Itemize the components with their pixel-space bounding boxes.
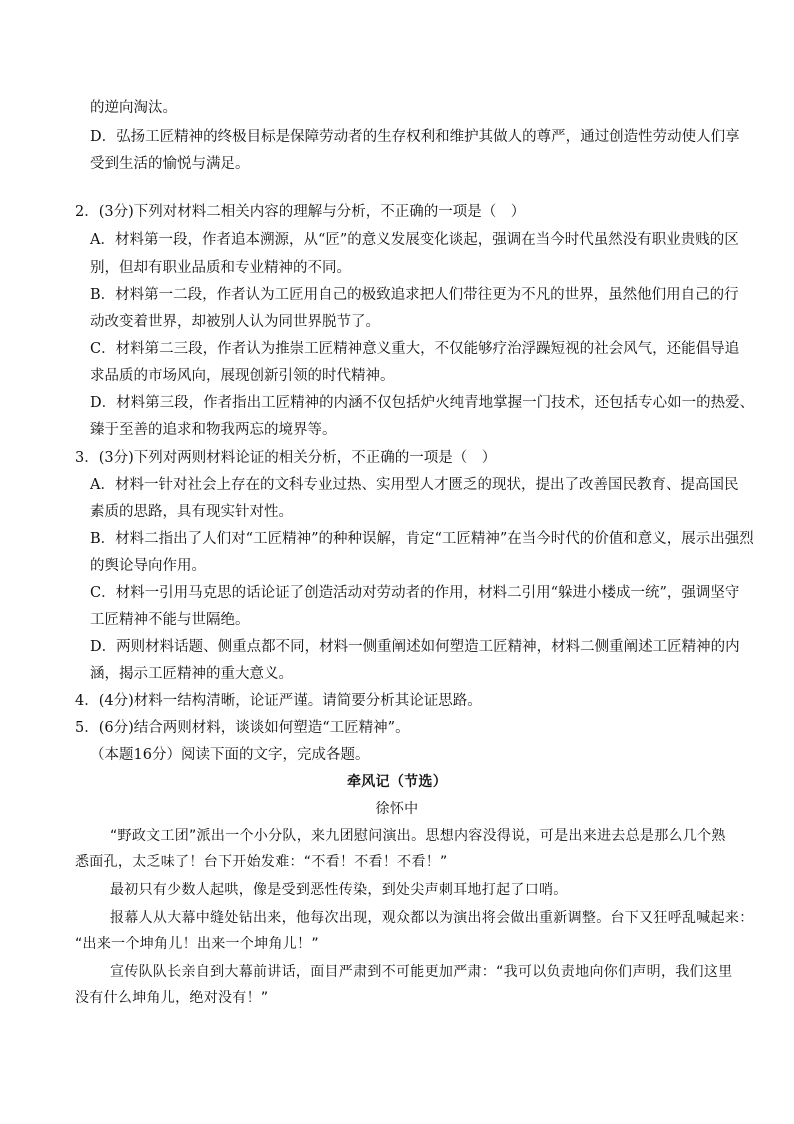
story-paragraph-3-line1: 报幕人从大幕中缝处钻出来，他每次出现，观众都以为演出将会做出重新调整。台下又狂呼乱喊起来： <box>110 910 754 926</box>
story-paragraph-1-line2: 悉面孔，太乏味了！台下开始发难：“不看！不看！不看！” <box>75 854 448 870</box>
q3-option-a-line1: A．材料一针对社会上存在的文科专业过热、实用型人才匮乏的现状，提出了改善国民教育、提高国民 <box>90 477 739 493</box>
q2-option-a-line1: A．材料第一段，作者追本溯源，从“匠”的意义发展变化谈起，强调在当今时代虽然没有职业贵贱的区 <box>90 232 739 248</box>
q3-option-d-line2: 涵，揭示工匠精神的重大意义。 <box>90 666 293 682</box>
q3-option-d-line1: D．两则材料话题、侧重点都不同，材料一侧重阐述如何塑造工匠精神，材料二侧重阐述工匠精神的内 <box>90 639 740 655</box>
q3-option-c-line2: 工匠精神不能与世隔绝。 <box>90 612 250 628</box>
q3-option-a-line2: 素质的思路，具有现实针对性。 <box>90 504 293 520</box>
story-author: 徐怀中 <box>375 801 419 817</box>
q2-option-c-line2: 求品质的市场风向，展现创新引领的时代精神。 <box>90 368 395 384</box>
section-intro: （本题16分）阅读下面的文字，完成各题。 <box>90 747 370 763</box>
story-title: 牵风记（节选） <box>346 774 448 790</box>
story-paragraph-2: 最初只有少数人起哄，像是受到恶性传染，到处尖声刺耳地打起了口哨。 <box>110 882 568 898</box>
story-paragraph-4-line1: 宣传队队长亲自到大幕前讲话，面目严肃到不可能更加严肃：“我可以负责地向你们声明，我们这里 <box>110 964 733 980</box>
q2-option-c-line1: C．材料第二三段，作者认为推崇工匠精神意义重大，不仅能够疗治浮躁短视的社会风气，还能倡导追 <box>90 341 740 357</box>
question-2-stem: 2．(3分)下列对材料二相关内容的理解与分析，不正确的一项是（ ） <box>75 204 526 220</box>
q2-option-d-line1: D．材料第三段，作者指出工匠精神的内涵不仅包括炉火纯青地掌握一门技术，还包括专心如一的热爱、 <box>90 395 755 411</box>
q1-option-d-line2: 受到生活的愉悦与满足。 <box>90 156 250 172</box>
story-paragraph-4-line2: 没有什么坤角儿，绝对没有！” <box>75 990 269 1006</box>
question-4: 4．(4分)材料一结构清晰，论证严谨。请简要分析其论证思路。 <box>75 693 482 709</box>
q2-option-a-line2: 别，但却有职业品质和专业精神的不同。 <box>90 260 351 276</box>
q3-option-b-line2: 的舆论导向作用。 <box>90 558 206 574</box>
q2-option-d-line2: 臻于至善的追求和物我两忘的境界等。 <box>90 422 337 438</box>
q1-option-d-line1: D．弘扬工匠精神的终极目标是保障劳动者的生存权利和维护其做人的尊严，通过创造性劳动使人们享 <box>90 129 740 145</box>
q3-option-c-line1: C．材料一引用马克思的话论证了创造活动对劳动者的作用，材料二引用“躲进小楼成一统”，强调坚守 <box>90 585 740 601</box>
q1-continuation-text: 的逆向淘汰。 <box>90 100 177 116</box>
story-paragraph-1-line1: “野政文工团”派出一个小分队，来九团慰问演出。思想内容没得说，可是出来进去总是那么几个熟 <box>110 828 726 844</box>
q2-option-b-line2: 动改变着世界，却被别人认为同世界脱节了。 <box>90 314 380 330</box>
q3-option-b-line1: B．材料二指出了人们对“工匠精神”的种种误解，肯定“工匠精神”在当今时代的价值和意义，展示出强烈 <box>90 531 754 547</box>
question-5: 5．(6分)结合两则材料，谈谈如何塑造“工匠精神”。 <box>75 720 410 736</box>
story-paragraph-3-line2: “出来一个坤角儿！出来一个坤角儿！” <box>75 936 319 952</box>
question-3-stem: 3．(3分)下列对两则材料论证的相关分析，不正确的一项是（ ） <box>75 450 497 466</box>
q2-option-b-line1: B．材料第一二段，作者认为工匠用自己的极致追求把人们带往更为不凡的世界，虽然他们用自己的行 <box>90 287 739 303</box>
